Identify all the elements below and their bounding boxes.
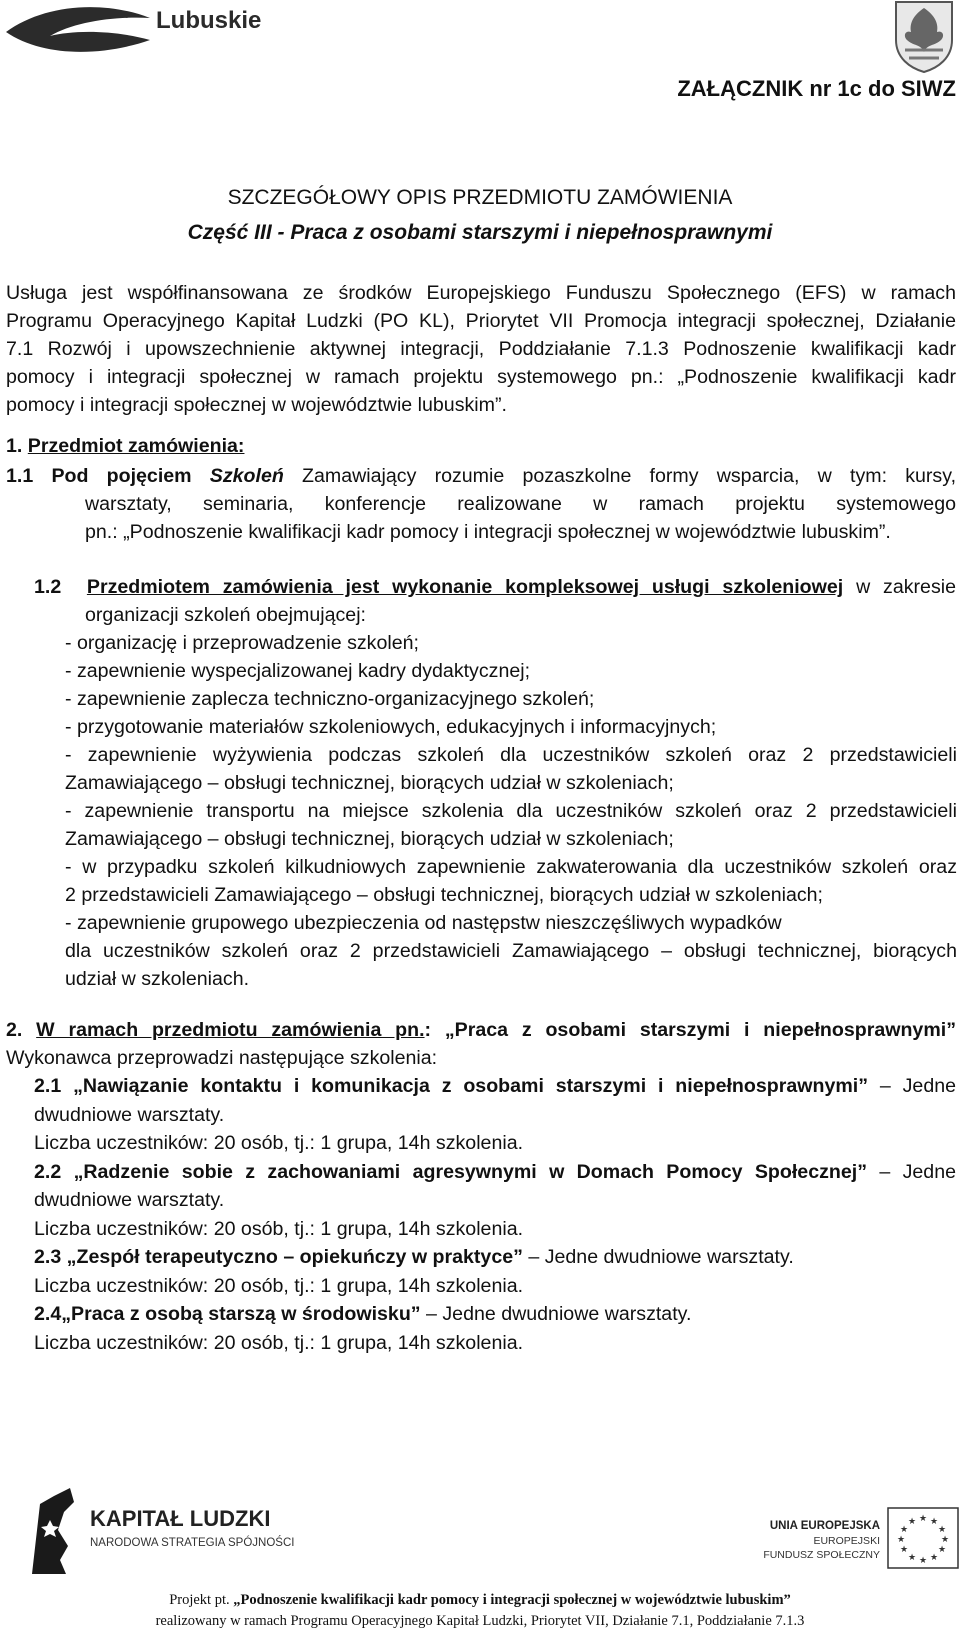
paragraph-line (6, 462, 956, 490)
section-number: 1. (6, 435, 23, 457)
intro-line: 7.1 Rozwój i upowszechnienie aktywnej integracji, Poddziałanie 7.1.3 Podnoszenie kwalifikacji kadr (6, 338, 956, 360)
training-info: Liczba uczestników: 20 osób, tj.: 1 grupa, 14h szkolenia. (34, 1217, 524, 1240)
training-info: Liczba uczestników: 20 osób, tj.: 1 grupa, 14h szkolenia. (34, 1331, 524, 1354)
training-list (34, 1072, 956, 1357)
svg-text:★: ★ (907, 1517, 917, 1527)
training-item (34, 1072, 956, 1101)
paragraph-1-2 (34, 573, 956, 601)
footer-project-line (0, 1592, 960, 1609)
list-item-cont: Zamawiającego – obsługi technicznej, biorących udział w szkoleniach; (65, 772, 674, 794)
intro-line: pomocy i integracji społecznej w ramach projektu systemowego pn.: „Podnoszenie kwalifikacji kadr (6, 366, 956, 388)
bold-italic-term: Szkoleń (209, 465, 284, 487)
svg-text:★: ★ (937, 1545, 947, 1555)
section-1-heading (6, 435, 244, 458)
list-item-cont: udział w szkoleniach. (65, 968, 250, 990)
training-info: Liczba uczestników: 20 osób, tj.: 1 grupa, 14h szkolenia. (34, 1132, 524, 1154)
svg-text:FUNDUSZ SPOŁECZNY: FUNDUSZ SPOŁECZNY (763, 1549, 880, 1561)
list-item: - zapewnienie grupowego ubezpieczenia od następstw nieszczęśliwych wypadków (65, 912, 782, 934)
svg-text:★: ★ (929, 1553, 939, 1563)
scope-list (65, 629, 957, 993)
training-title: 2.2 „Radzenie sobie z zachowaniami agresywnymi w Domach Pomocy Społecznej” (34, 1160, 868, 1183)
section-title: W ramach przedmiotu zamówienia pn. (36, 1019, 425, 1041)
annex-label: ZAŁĄCZNIK nr 1c do SIWZ (677, 76, 956, 101)
paragraph-1-1 (6, 462, 956, 490)
paragraph-1-1-cont (85, 490, 956, 546)
intro-paragraph (6, 279, 956, 419)
list-item-cont: 2 przedstawicieli Zamawiającego – obsługi technicznej, biorących udział w szkoleniach; (65, 884, 824, 906)
svg-text:EUROPEJSKI: EUROPEJSKI (813, 1535, 880, 1547)
training-item (34, 1300, 956, 1329)
kapital-ludzki-logo (30, 1486, 320, 1576)
paragraph-text: Zamawiający rozumie pozaszkolne formy wsparcia, w tym: kursy, (302, 465, 957, 487)
intro-line: Programu Operacyjnego Kapitał Ludzki (PO KL), Priorytet VII Promocja integracji społecznej, Działanie (6, 310, 956, 332)
section-title-rest: : „Praca z osobami starszymi i niepełnosprawnymi” (424, 1019, 956, 1041)
training-title: 2.4„Praca z osobą starszą w środowisku” (34, 1303, 421, 1325)
training-item (34, 1158, 956, 1187)
training-title: 2.3 „Zespół terapeutyczno – opiekuńczy w praktyce” (34, 1246, 523, 1268)
paragraph-1-2-cont (85, 601, 956, 629)
svg-text:★: ★ (896, 1535, 906, 1545)
bold-text: Pod pojęciem (51, 465, 192, 487)
training-type-cont: dwudniowe warsztaty. (34, 1103, 225, 1126)
training-type: – Jedne dwudniowe warsztaty. (426, 1303, 692, 1325)
intro-line: pomocy i integracji społecznej w województwie lubuskim”. (6, 394, 507, 416)
section-title: Przedmiot zamówienia: (27, 435, 245, 457)
bold-text: Przedmiotem zamówienia jest wykonanie kompleksowej usługi szkoleniowej (86, 576, 844, 598)
section-number: 2. (6, 1019, 23, 1041)
training-item (34, 1243, 956, 1272)
european-union-logo (738, 1506, 960, 1570)
coat-of-arms-icon (893, 0, 955, 74)
list-item-cont: dla uczestników szkoleń oraz 2 przedstawicieli Zamawiającego – obsługi technicznej, biorących (65, 940, 957, 962)
lubuskie-logo (4, 0, 276, 62)
list-item: - zapewnienie wyspecjalizowanej kadry dydaktycznej; (65, 660, 531, 682)
paragraph-line: warsztaty, seminaria, konferencje realizowane w ramach projektu systemowego (85, 493, 956, 515)
svg-text:UNIA EUROPEJSKA: UNIA EUROPEJSKA (769, 1520, 880, 1532)
paragraph-line: pn.: „Podnoszenie kwalifikacji kadr pomocy i integracji społecznej w województwie lubuskim”. (85, 521, 891, 543)
training-type: – Jedne dwudniowe warsztaty. (528, 1246, 794, 1268)
svg-text:NARODOWA STRATEGIA SPÓJNOŚCI: NARODOWA STRATEGIA SPÓJNOŚCI (90, 1537, 295, 1549)
paragraph-number: 1.1 (6, 465, 34, 487)
paragraph-line: organizacji szkoleń obejmującej: (85, 604, 366, 626)
svg-text:KAPITAŁ LUDZKI: KAPITAŁ LUDZKI (90, 1506, 271, 1531)
list-item: - w przypadku szkoleń kilkudniowych zapewnienie zakwaterowania dla uczestników szkoleń oraz (65, 856, 957, 878)
footer-text: Projekt pt. „Podnoszenie kwalifikacji kadr pomocy i integracji społecznej w województwie lubuskim” (169, 1592, 791, 1608)
section-2-heading (6, 1016, 956, 1044)
svg-text:★: ★ (918, 1514, 928, 1524)
list-item: - zapewnienie wyżywienia podczas szkoleń dla uczestników szkoleń oraz 2 przedstawicieli (65, 744, 957, 766)
list-item: - zapewnienie transportu na miejsce szkolenia dla uczestników szkoleń oraz 2 przedstawicieli (65, 800, 957, 822)
paragraph-line (34, 573, 956, 601)
section-2-lead: Wykonawca przeprowadzi następujące szkolenia: (6, 1047, 438, 1069)
svg-text:★: ★ (899, 1545, 909, 1555)
training-info: Liczba uczestników: 20 osób, tj.: 1 grupa, 14h szkolenia. (34, 1274, 524, 1297)
intro-line: Usługa jest współfinansowana ze środków Europejskiego Funduszu Społecznego (EFS) w ramach (6, 282, 956, 304)
list-item: - przygotowanie materiałów szkoleniowych, edukacyjnych i informacyjnych; (65, 716, 717, 738)
footer-program-line: realizowany w ramach Programu Operacyjnego Kapitał Ludzki, Priorytet VII, Działanie 7.1, Poddziałanie 7.1.3 (155, 1613, 805, 1629)
list-item: - organizację i przeprowadzenie szkoleń; (65, 632, 419, 654)
svg-text:★: ★ (899, 1525, 909, 1535)
svg-text:Lubuskie: Lubuskie (156, 7, 262, 34)
training-type: – Jedne (879, 1160, 956, 1183)
svg-text:★: ★ (907, 1553, 917, 1563)
training-type: – Jedne (879, 1075, 957, 1097)
list-item-cont: Zamawiającego – obsługi technicznej, biorących udział w szkoleniach; (65, 828, 674, 850)
document-subtitle: Część III - Praca z osobami starszymi i niepełnosprawnymi (187, 221, 773, 244)
section-heading-line (6, 1016, 956, 1044)
training-title: 2.1 „Nawiązanie kontaktu i komunikacja z osobami starszymi i niepełnosprawnymi” (34, 1075, 869, 1097)
list-item: - zapewnienie zaplecza techniczno-organizacyjnego szkoleń; (65, 688, 595, 710)
document-title: SZCZEGÓŁOWY OPIS PRZEDMIOTU ZAMÓWIENIA (227, 186, 733, 209)
svg-text:★: ★ (929, 1517, 939, 1527)
paragraph-number: 1.2 (34, 576, 62, 598)
svg-text:★: ★ (937, 1525, 947, 1535)
paragraph-text: w zakresie (856, 576, 956, 598)
training-type-cont: dwudniowe warsztaty. (34, 1189, 225, 1211)
svg-text:★: ★ (918, 1556, 928, 1566)
svg-text:★: ★ (940, 1535, 950, 1545)
